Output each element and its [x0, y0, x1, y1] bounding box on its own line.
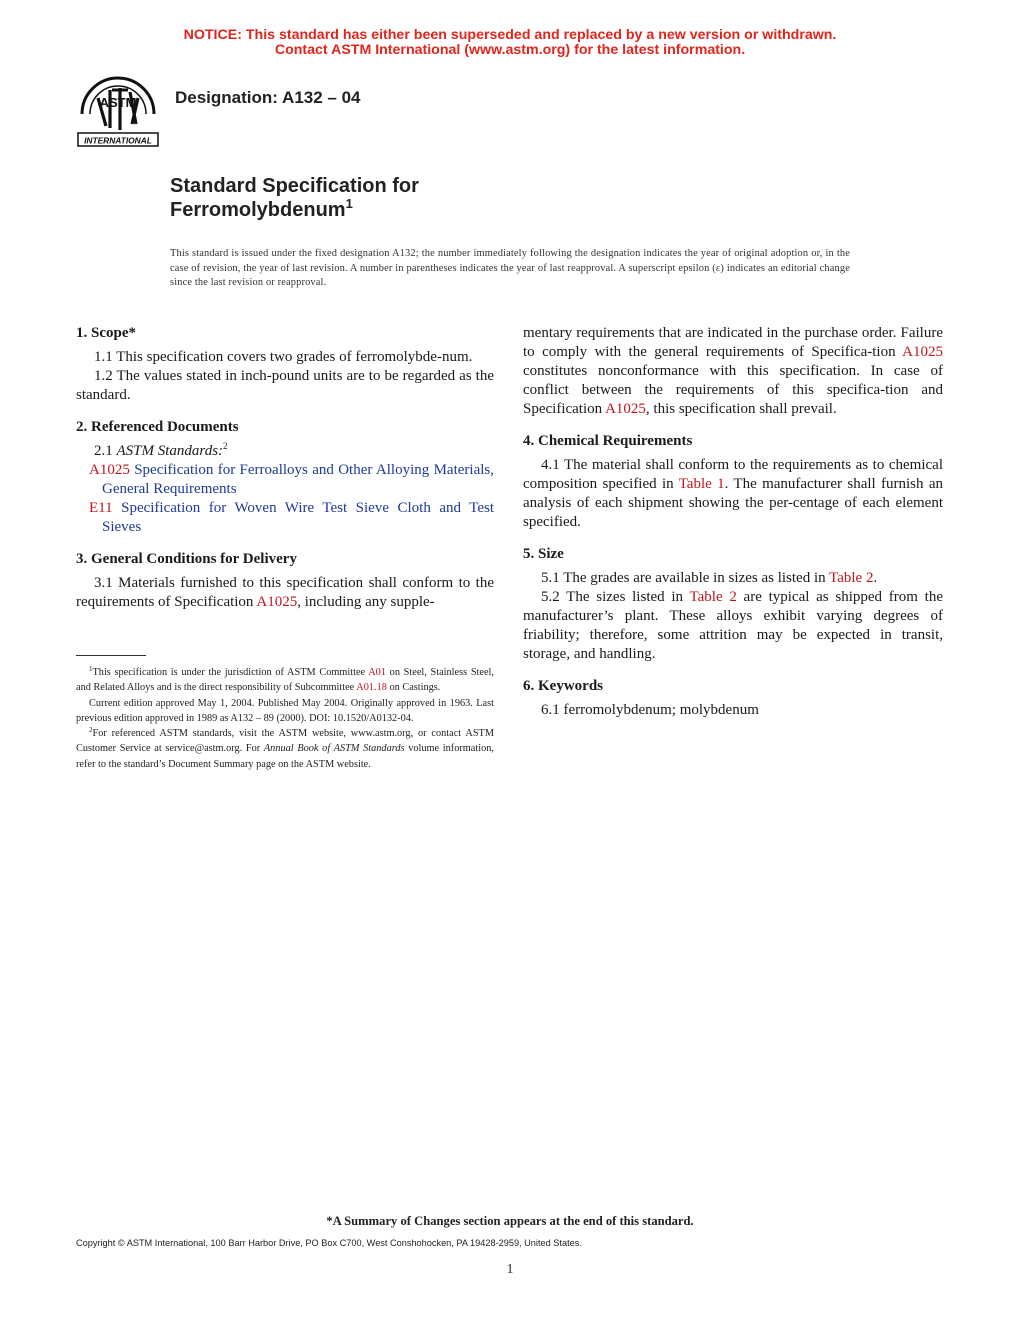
delivery-para-1: 3.1 Materials furnished to this specification shall conform to the requirements of Specification A1025, including any supple- — [76, 575, 494, 610]
notice-line-2: Contact ASTM International (www.astm.org) for the latest information. — [274, 42, 746, 58]
astm-standards-label: 2.1 ASTM Standards:$^2$ — [94, 441, 228, 459]
section-heading-keywords: 6. Keywords — [523, 678, 603, 694]
section-heading-chemical: 4. Chemical Requirements — [523, 433, 693, 449]
document-title — [170, 174, 419, 222]
astm-logo-icon — [76, 76, 160, 152]
title-line-2: Ferromolybdenum$^1$ — [170, 196, 353, 221]
issuance-statement: This standard is issued under the fixed designation A132; the number immediately following the designation indicates the year of original adoption or, in the case of revision, the year of last revision. A number in parentheses indicates the year of last reapproval. A superscript epsilon (ε) indicates an editorial change since the last revision or reapproval. — [170, 248, 850, 288]
reference-a1025[interactable]: A1025 Specification for Ferroalloys and Other Alloying Materials, General Requirements — [89, 462, 494, 497]
link-subcommittee-a01-18[interactable]: A01.18 — [356, 682, 387, 694]
link-a1025[interactable]: A1025 — [256, 594, 298, 610]
scope-para-2: 1.2 The values stated in inch-pound units are to be regarded as the standard. — [76, 368, 494, 403]
link-table-1[interactable]: Table 1 — [678, 476, 725, 492]
delivery-para-1-continued: mentary requirements that are indicated in the purchase order. Failure to comply with the general requirements of Specifica-tion A1025 constitutes nonconformance with this specification. In case of conflict between the requirements of this specifica-tion and Specification A1025, this specification shall prevail. — [523, 325, 943, 417]
chemical-para-1: 4.1 The material shall conform to the requirements as to chemical composition specified in Table 1. The manufacturer shall furnish an analysis of each shipment showing the per-centage of each element specified. — [523, 457, 943, 530]
keywords-para-1: 6.1 ferromolybdenum; molybdenum — [541, 702, 759, 718]
notice-line-1: NOTICE: This standard has either been superseded and replaced by a new version or withdrawn. — [183, 27, 837, 43]
link-table-2[interactable]: Table 2 — [829, 570, 874, 586]
link-a1025[interactable]: A1025 — [605, 401, 646, 417]
summary-of-changes-note: *A Summary of Changes section appears at the end of this standard. — [326, 1214, 694, 1228]
footnote-1: $^1$This specification is under the jurisdiction of ASTM Committee A01 on Steel, Stainless Steel, and Related Alloys and is the direct responsibility of Subcommittee A01.18 on Castings. — [76, 665, 494, 694]
right-column — [523, 324, 943, 720]
size-para-2: 5.2 The sizes listed in Table 2 are typical as shipped from the manufacturer’s plant. These alloys exhibit varying degrees of friability; therefore, some attrition may be expected in transit, storage, and handling. — [523, 589, 943, 662]
link-committee-a01[interactable]: A01 — [368, 667, 386, 678]
svg-text:INTERNATIONAL: INTERNATIONAL — [84, 135, 152, 146]
link-a1025[interactable]: A1025 — [902, 344, 943, 360]
astm-logo — [76, 76, 160, 152]
title-line-1: Standard Specification for — [170, 175, 419, 197]
footnote-2-mark[interactable]: 2 — [223, 441, 228, 451]
svg-text:ASTM: ASTM — [99, 95, 137, 110]
footnote-2: $^2$For referenced ASTM standards, visit the ASTM website, www.astm.org, or contact ASTM Customer Service at service@astm.org. For Annual Book of ASTM Standards volume information, refer to the standard’s Document Summary page on the ASTM website. — [76, 726, 494, 770]
footnote-divider — [76, 655, 146, 656]
footnotes — [76, 665, 494, 772]
section-heading-size: 5. Size — [523, 546, 564, 562]
scope-para-1: 1.1 This specification covers two grades of ferromolybde-num. — [94, 349, 473, 365]
footnote-1-edition: Current edition approved May 1, 2004. Published May 2004. Originally approved in 1963. Last previous edition approved in 1989 as A132 – 89 (2000). DOI: 10.1520/A0132-04. — [76, 697, 494, 724]
designation: Designation: A132 – 04 — [175, 88, 361, 107]
title-footnote-mark[interactable]: 1 — [345, 196, 353, 211]
section-heading-delivery: 3. General Conditions for Delivery — [76, 551, 297, 567]
section-heading-scope: 1. Scope* — [76, 325, 136, 341]
page-number: 1 — [506, 1262, 514, 1277]
section-heading-referenced: 2. Referenced Documents — [76, 419, 239, 435]
reference-e11[interactable]: E11 Specification for Woven Wire Test Sieve Cloth and Test Sieves — [89, 500, 494, 535]
withdrawal-notice — [0, 28, 1020, 58]
size-para-1: 5.1 The grades are available in sizes as listed in Table 2. — [541, 570, 878, 586]
copyright-line: Copyright © ASTM International, 100 Barr Harbor Drive, PO Box C700, West Conshohocken, PA 19428-2959, United States. — [76, 1238, 582, 1248]
left-column — [76, 324, 494, 612]
link-table-2[interactable]: Table 2 — [689, 589, 737, 605]
